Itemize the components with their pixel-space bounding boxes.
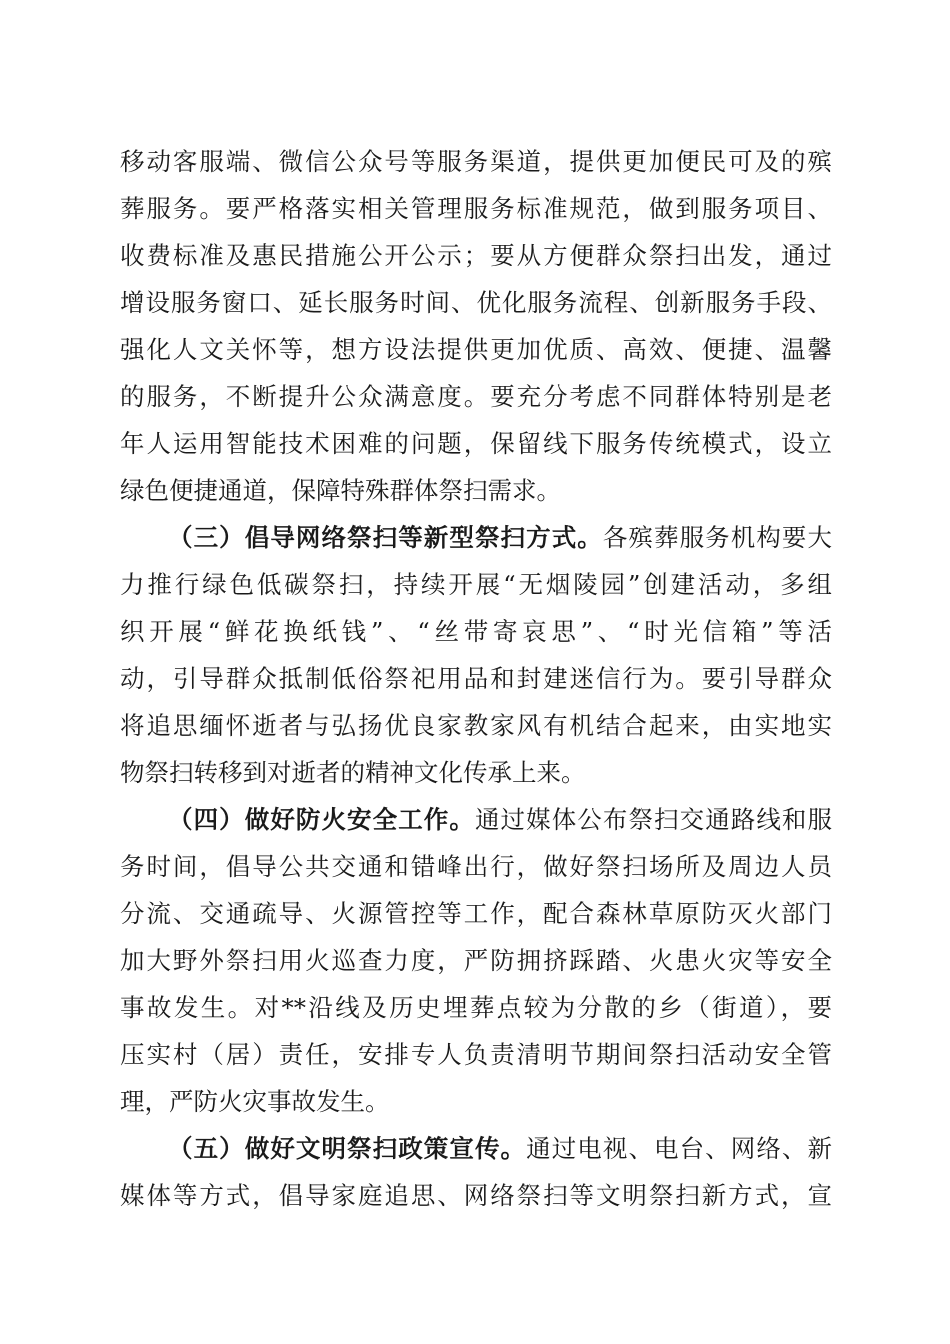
text-line: 理，严防火灾事故发生。 <box>120 1087 390 1116</box>
text-line: 织开展“鲜花换纸钱”、“丝带寄哀思”、“时光信箱”等活 <box>120 617 832 646</box>
text-line: 收费标准及惠民措施公开公示；要从方便群众祭扫出发，通过 <box>120 241 832 270</box>
text-run: 各殡葬服务机构要大 <box>602 523 832 552</box>
text-line: 强化人文关怀等，想方设法提供更加优质、高效、便捷、温馨 <box>120 335 832 364</box>
paragraph-first-line <box>168 516 832 560</box>
text-run: 通过媒体公布祭扫交通路线和服 <box>474 805 832 834</box>
paragraph-first-line <box>168 798 832 842</box>
text-line: 年人运用智能技术困难的问题，保留线下服务传统模式，设立 <box>120 429 832 458</box>
text-line: 力推行绿色低碳祭扫，持续开展“无烟陵园”创建活动，多组 <box>120 570 832 599</box>
text-line: 加大野外祭扫用火巡查力度，严防拥挤踩踏、火患火灾等安全 <box>120 946 832 975</box>
section-heading: （三）倡导网络祭扫等新型祭扫方式。 <box>168 523 603 552</box>
text-run: 通过电视、电台、网络、新 <box>526 1134 832 1163</box>
text-line: 的服务，不断提升公众满意度。要充分考虑不同群体特别是老 <box>120 382 832 411</box>
text-line: 将追思缅怀逝者与弘扬优良家教家风有机结合起来，由实地实 <box>120 711 832 740</box>
text-line: 增设服务窗口、延长服务时间、优化服务流程、创新服务手段、 <box>120 288 832 317</box>
section-heading: （五）做好文明祭扫政策宣传。 <box>168 1134 527 1163</box>
text-line: 葬服务。要严格落实相关管理服务标准规范，做到服务项目、 <box>120 194 832 223</box>
text-line: 物祭扫转移到对逝者的精神文化传承上来。 <box>120 758 586 787</box>
text-line: 压实村（居）责任，安排专人负责清明节期间祭扫活动安全管 <box>120 1040 832 1069</box>
paragraph-first-line <box>168 1127 832 1171</box>
text-line: 事故发生。对**沿线及历史埋葬点较为分散的乡（街道），要 <box>120 993 832 1022</box>
text-line: 分流、交通疏导、火源管控等工作，配合森林草原防灭火部门 <box>120 899 832 928</box>
text-line: 移动客服端、微信公众号等服务渠道，提供更加便民可及的殡 <box>120 147 832 176</box>
section-heading: （四）做好防火安全工作。 <box>168 805 475 834</box>
text-line: 绿色便捷通道，保障特殊群体祭扫需求。 <box>120 476 561 505</box>
text-line: 动，引导群众抵制低俗祭祀用品和封建迷信行为。要引导群众 <box>120 664 832 693</box>
text-line: 务时间，倡导公共交通和错峰出行，做好祭扫场所及周边人员 <box>120 852 832 881</box>
text-line: 媒体等方式，倡导家庭追思、网络祭扫等文明祭扫新方式，宣 <box>120 1181 832 1210</box>
